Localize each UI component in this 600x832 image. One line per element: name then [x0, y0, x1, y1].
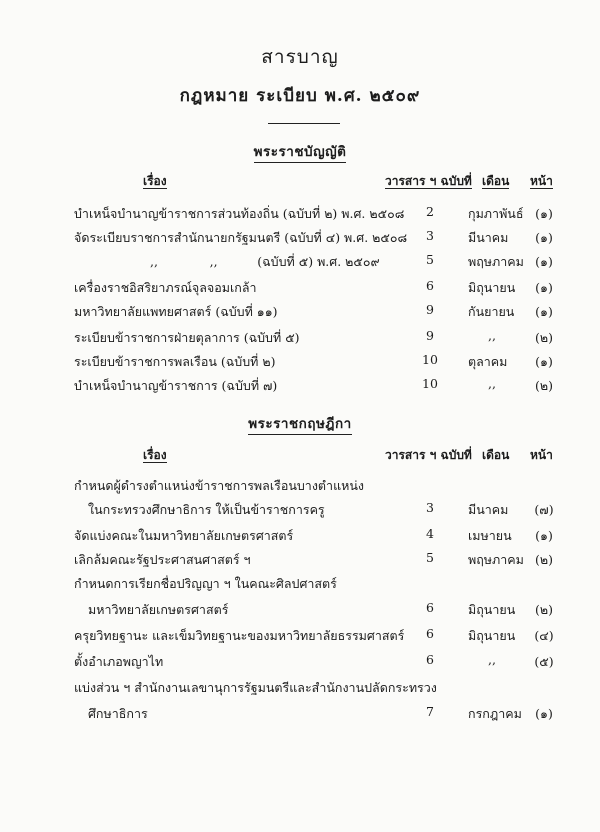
section-title-acts: พระราชบัญญัติ: [0, 140, 600, 162]
row-page: (๑): [535, 304, 553, 319]
row-subject: กำหนดผู้ดำรงตำแหน่งข้าราชการพลเรือนบางตำแหน่ง: [74, 478, 365, 493]
row-subject: ระเบียบข้าราชการฝ่ายตุลาการ (ฉบับที่ ๕): [74, 330, 300, 345]
row-subject: ระเบียบข้าราชการพลเรือน (ฉบับที่ ๒): [74, 354, 276, 369]
row-subject: บำเหน็จบำนาญข้าราชการส่วนท้องถิ่น (ฉบับที่ ๒) พ.ศ. ๒๕๐๘: [74, 206, 405, 221]
row-subject: ครุยวิทยฐานะ และเข็มวิทยฐานะของมหาวิทยาลัยธรรมศาสตร์: [74, 628, 405, 643]
page-title: สารบาญ: [261, 46, 339, 68]
row-page: (๑): [535, 706, 553, 721]
list-item: [0, 252, 600, 276]
list-item: [0, 574, 600, 598]
column-header-month: เดือน: [482, 448, 510, 462]
row-subject: ตั้งอำเภอพญาไท: [74, 654, 164, 669]
row-month: เมษายน: [468, 528, 512, 543]
row-month: มีนาคม: [468, 502, 509, 517]
list-item: [0, 550, 600, 574]
list-item: [0, 476, 600, 500]
row-month: มิถุนายน: [468, 280, 516, 295]
row-page: (๒): [535, 330, 553, 345]
list-item: [0, 600, 600, 624]
row-page: (๒): [535, 602, 553, 617]
row-month: พฤษภาคม: [468, 552, 524, 567]
list-item: [0, 704, 600, 728]
column-header-subject: เรื่อง: [143, 448, 167, 462]
row-month: กันยายน: [468, 304, 515, 319]
row-subject: เลิกล้มคณะรัฐประศาสนศาสตร์ ฯ: [74, 552, 251, 567]
row-page: (๑): [535, 354, 553, 369]
row-month: ,,: [488, 376, 496, 391]
list-item: [0, 526, 600, 550]
column-header-subject: เรื่อง: [143, 174, 167, 188]
row-subject: เครื่องราชอิสริยาภรณ์จุลจอมเกล้า: [74, 280, 257, 295]
section-title-decrees: พระราชกฤษฎีกา: [0, 412, 600, 434]
row-page: (๑): [535, 206, 553, 221]
row-month: กรกฎาคม: [468, 706, 522, 721]
title-divider: [268, 123, 340, 124]
list-item: [0, 500, 600, 524]
row-issue: 6: [426, 600, 434, 615]
row-issue: 9: [426, 302, 434, 317]
row-subject: ในกระทรวงศึกษาธิการ ให้เป็นข้าราชการครู: [88, 502, 325, 517]
row-subject: ศึกษาธิการ: [88, 706, 148, 721]
row-month: พฤษภาคม: [468, 254, 524, 269]
row-page: (๒): [535, 552, 553, 567]
row-page: (๕): [534, 654, 554, 669]
row-issue: 10: [422, 352, 438, 367]
row-page: (๑): [535, 280, 553, 295]
list-item: [0, 328, 600, 352]
row-month: มิถุนายน: [468, 602, 516, 617]
row-issue: 10: [422, 376, 438, 391]
row-month: ตุลาคม: [468, 354, 508, 369]
row-month: มิถุนายน: [468, 628, 516, 643]
row-issue: 2: [426, 204, 434, 219]
row-subject: มหาวิทยาลัยเกษตรศาสตร์: [88, 602, 229, 617]
list-item: [0, 302, 600, 326]
page-subtitle: กฎหมาย ระเบียบ พ.ศ. ๒๕๐๙: [179, 86, 421, 106]
row-month: ,,: [488, 652, 496, 667]
row-page: (๗): [534, 502, 554, 517]
row-issue: 6: [426, 278, 434, 293]
row-subject: มหาวิทยาลัยแพทยศาสตร์ (ฉบับที่ ๑๑): [74, 304, 278, 319]
row-issue: 5: [426, 550, 434, 565]
list-item: [0, 204, 600, 228]
column-header-issue: วารสาร ฯ ฉบับที่: [385, 448, 472, 462]
list-item: [0, 626, 600, 650]
list-item: [0, 228, 600, 252]
row-issue: 4: [426, 526, 434, 541]
row-page: (๒): [535, 378, 553, 393]
row-page: (๔): [534, 628, 554, 643]
row-subject: กำหนดการเรียกชื่อปริญญา ฯ ในคณะศิลปศาสตร์: [74, 576, 337, 591]
row-subject: จัดระเบียบราชการสำนักนายกรัฐมนตรี (ฉบับที่ ๔) พ.ศ. ๒๕๐๘: [74, 230, 408, 245]
row-subject: จัดแบ่งคณะในมหาวิทยาลัยเกษตรศาสตร์: [74, 528, 294, 543]
row-subject: ,, ,, (ฉบับที่ ๕) พ.ศ. ๒๕๐๙: [150, 254, 380, 269]
list-item: [0, 652, 600, 676]
row-issue: 9: [426, 328, 434, 343]
row-issue: 3: [426, 228, 434, 243]
row-issue: 6: [426, 626, 434, 641]
row-issue: 7: [426, 704, 434, 719]
column-header-page: หน้า: [530, 448, 553, 462]
list-item: [0, 278, 600, 302]
row-subject: แบ่งส่วน ฯ สำนักงานเลขานุการรัฐมนตรีและสำนักงานปลัดกระทรวง: [74, 680, 437, 695]
row-page: (๑): [535, 528, 553, 543]
row-month: มีนาคม: [468, 230, 509, 245]
row-page: (๑): [535, 230, 553, 245]
row-subject: บำเหน็จบำนาญข้าราชการ (ฉบับที่ ๗): [74, 378, 278, 393]
column-header-page: หน้า: [530, 174, 553, 188]
list-item: [0, 376, 600, 400]
row-month: กุมภาพันธ์: [468, 206, 524, 221]
list-item: [0, 678, 600, 702]
row-issue: 3: [426, 500, 434, 515]
row-issue: 6: [426, 652, 434, 667]
list-item: [0, 352, 600, 376]
column-header-issue: วารสาร ฯ ฉบับที่: [385, 174, 472, 188]
row-issue: 5: [426, 252, 434, 267]
column-header-month: เดือน: [482, 174, 510, 188]
row-month: ,,: [488, 328, 496, 343]
row-page: (๑): [535, 254, 553, 269]
